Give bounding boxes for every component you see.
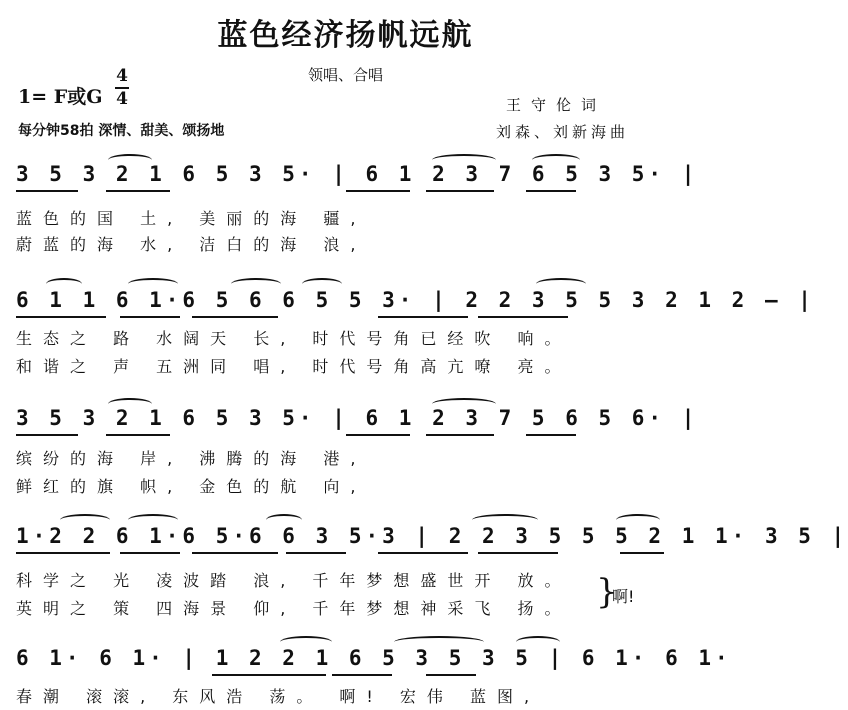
verse-brace: } <box>596 572 618 612</box>
composer-credit: 刘森、刘新海曲 <box>496 123 630 141</box>
notes-line: 3 5 3 2 1 6 5 3 5· | 6 1 2 3 7 6 5 3 5· | <box>16 162 699 186</box>
score-row-3 <box>16 396 699 440</box>
lyric-row-1-verse-2: 蔚蓝的海 水, 洁白的海 浪, <box>16 235 367 254</box>
key-signature: 1= F或G <box>18 86 103 108</box>
song-title: 蓝色经济扬帆远航 <box>217 18 474 53</box>
score-row-2 <box>16 278 815 322</box>
time-signature-top: 4 <box>116 66 128 86</box>
lyric-row-4-verse-1: 科学之 光 凌波踏 浪, 千年梦想盛世开 放。 <box>16 571 572 590</box>
lyric-row-3-verse-1: 缤纷的海 岸, 沸腾的海 港, <box>16 449 367 468</box>
tempo-marking: 每分钟58拍 深情、甜美、颂扬地 <box>18 123 225 139</box>
score-row-1 <box>16 152 699 196</box>
lyric-row-4-verse-2: 英明之 策 四海景 仰, 千年梦想神采飞 扬。 <box>16 599 572 618</box>
lyric-row-5: 春潮 滚滚, 东风浩 荡。 啊! 宏伟 蓝图, <box>16 687 541 706</box>
notes-line: 1·2 2 6 1·6 5·6 6 3 5·3 | 2 2 3 5 5 5 2 1 1· 3 5 | <box>16 524 848 548</box>
lyric-row-2-verse-1: 生态之 路 水阔天 长, 时代号角已经吹 响。 <box>16 329 572 348</box>
time-signature <box>115 68 129 108</box>
song-subtitle: 领唱、合唱 <box>307 66 383 84</box>
time-signature-bottom: 4 <box>116 89 128 109</box>
lyric-row-2-verse-2: 和谐之 声 五洲同 唱, 时代号角高亢嘹 亮。 <box>16 357 572 376</box>
lyric-row-1-verse-1: 蓝色的国 土, 美丽的海 疆, <box>16 209 367 228</box>
notes-line: 3 5 3 2 1 6 5 3 5· | 6 1 2 3 7 5 6 5 6· | <box>16 406 699 430</box>
interjection-label: 啊! <box>612 587 635 606</box>
notes-line: 6 1 1 6 1·6 5 6 6 5 5 3· | 2 2 3 5 5 3 2 1 2 – | <box>16 288 815 312</box>
score-row-5 <box>16 636 732 680</box>
score-row-4 <box>16 514 848 558</box>
lyricist-credit: 王守伦词 <box>506 96 607 114</box>
lyric-row-3-verse-2: 鲜红的旗 帜, 金色的航 向, <box>16 477 367 496</box>
notes-line: 6 1· 6 1· | 1 2 2 1 6 5 3 5 3 5 | 6 1· 6 1· <box>16 646 732 670</box>
